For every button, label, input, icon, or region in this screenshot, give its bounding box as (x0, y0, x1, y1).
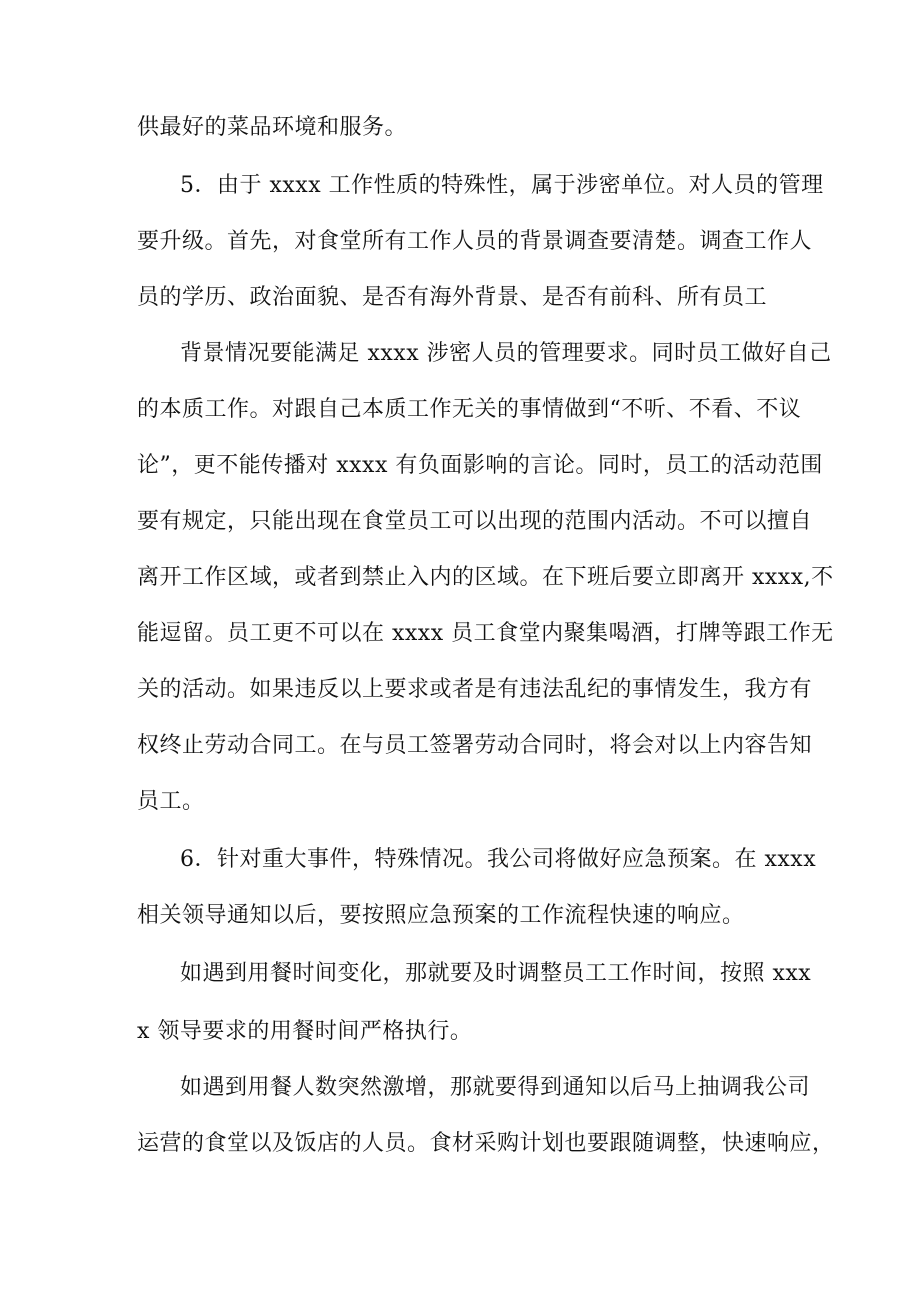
text-line: 员工。 (137, 789, 205, 814)
text-line: 如遇到用餐人数突然激增，那就要得到通知以后马上抽调我公司 (180, 1075, 811, 1100)
text-line: 相关领导通知以后，要按照应急预案的工作流程快速的响应。 (137, 903, 745, 928)
text-line: 如遇到用餐时间变化，那就要及时调整员工工作时间，按照 xxx (180, 961, 812, 986)
text-line: 的本质工作。对跟自己本质工作无关的事情做到“不听、不看、不议 (137, 397, 802, 422)
text-line: 背景情况要能满足 xxxx 涉密人员的管理要求。同时员工做好自己 (180, 341, 832, 366)
text-line: 论”，更不能传播对 xxxx 有负面影响的言论。同时，员工的活动范围 (137, 453, 823, 478)
text-line: 要有规定，只能出现在食堂员工可以出现的范围内活动。不可以擅自 (137, 509, 813, 534)
text-line: 运营的食堂以及饭店的人员。食材采购计划也要跟随调整，快速响应， (137, 1131, 835, 1156)
text-line: 要升级。首先，对食堂所有工作人员的背景调查要清楚。调查工作人 (137, 229, 813, 254)
text-line: x 领导要求的用餐时间严格执行。 (137, 1019, 473, 1044)
text-line: 权终止劳动合同工。在与员工签署劳动合同时，将会对以上内容告知 (137, 733, 813, 758)
text-line: 员的学历、政治面貌、是否有海外背景、是否有前科、所有员工 (137, 285, 768, 310)
text-line: 离开工作区域，或者到禁止入内的区域。在下班后要立即离开 xxxx,不 (137, 565, 834, 590)
paragraph-6-line: 6．针对重大事件，特殊情况。我公司将做好应急预案。在 xxxx (180, 847, 817, 872)
text-line: 供最好的菜品环境和服务。 (137, 115, 408, 140)
paragraph-5-line: 5．由于 xxxx 工作性质的特殊性，属于涉密单位。对人员的管理 (180, 173, 824, 198)
text-line: 关的活动。如果违反以上要求或者是有违法乱纪的事情发生，我方有 (137, 677, 813, 702)
text-line: 能逗留。员工更不可以在 xxxx 员工食堂内聚集喝酒，打牌等跟工作无 (137, 621, 834, 646)
